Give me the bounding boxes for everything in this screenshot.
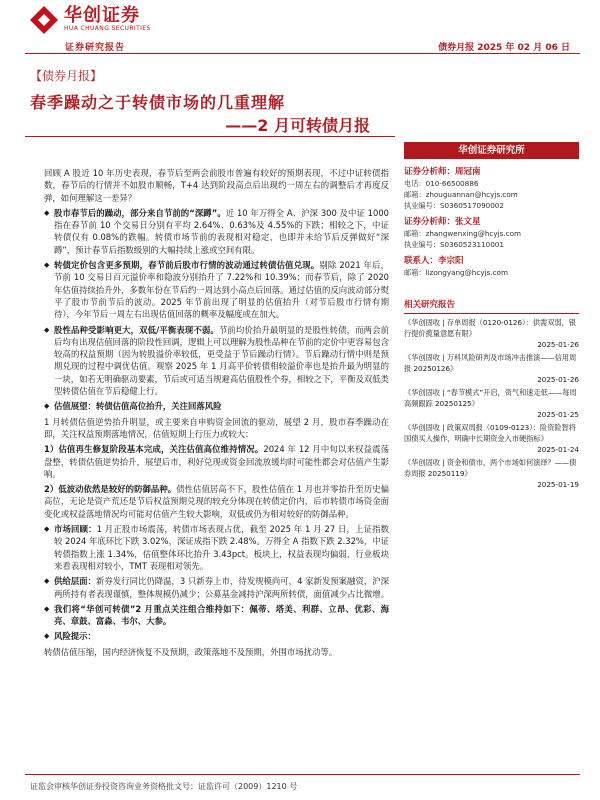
numbered-text: 债性估值居高不下，股性估值在 1 月也并零抬升至历史偏高位，无论是资产荒还是节后权益预期兑现的较充分体现在转债定价内，后市转债市场资金面变化或权益落地情况均可能对估值产生较大影响，双低或仍为相对较好的防御品种。 bbox=[44, 484, 390, 519]
analyst-name: 周冠南 bbox=[455, 167, 481, 177]
numbered-text: 2024 年 12 月中旬以来权益震荡盘整，转债估值逆势抬升，展望后市，利好兑现或资金回流放缓均时可能性都会对估值产生影响。 bbox=[44, 444, 389, 479]
related-report-link[interactable]: 《华创固收 | 万科风险研判及市场冲击推演——信用周报 20250126》 bbox=[404, 353, 577, 373]
bullet-heading: 供给层面： bbox=[54, 576, 96, 587]
analyst-email: 邮箱：zhangwenxing@hcyjs.com bbox=[404, 229, 521, 238]
analyst-email: 邮箱：zhouguannan@hcyjs.com bbox=[404, 190, 518, 199]
bullet-paragraph bbox=[44, 603, 389, 628]
bullet-paragraph bbox=[44, 324, 389, 398]
related-report-link[interactable]: 《华创固收 | 资金和债市，两个市场如何演绎？——债券周报 20250119》 bbox=[404, 458, 577, 478]
report-title: 春季躁动之于转债市场的几重理解 bbox=[30, 93, 286, 112]
title-divider bbox=[25, 136, 395, 137]
bullet-heading: 转债定价包含更多预期，春节前后股市行情的波动通过转债估值兑现。 bbox=[54, 260, 320, 271]
bullet-heading: 估值展望：转债估值高位抬升，关注回落风险 bbox=[54, 401, 222, 412]
bullet-paragraph bbox=[44, 575, 389, 600]
numbered-paragraph bbox=[44, 443, 389, 480]
numbered-heading: 2）低波动依然是较好的防御品种。 bbox=[44, 484, 177, 495]
analyst-cert: 执业编号：S0360523110001 bbox=[404, 240, 504, 249]
sidebar bbox=[404, 142, 579, 492]
report-type: 证券研究报告 bbox=[65, 43, 126, 53]
logo-diamond-icon bbox=[30, 6, 58, 34]
report-summary bbox=[44, 167, 389, 661]
valuation-paragraph: 1 月转债估值逆势抬升明显，或主要来自申购资金回流的驱动，展望 2 月，股市春季躁动在即，关注权益预期落地情况，估值短期上行压力或较大： bbox=[44, 416, 389, 439]
bullet-paragraph bbox=[44, 207, 389, 256]
bullet-text: 近 10 年万得全 A、沪深 300 及中证 1000 指在春节前 10 个交易日分别有平均 2.64%、0.63%及 4.55%的下跌；相较之下，中证转债仅有 0.08%的跌幅。转债市场节前的表现相对稳定，也即并未给节后反弹做好“深蹲”，预计春节后指数级别的大幅持续上涨或空间有限。 bbox=[54, 207, 389, 255]
related-report-date: 2025-01-24 bbox=[537, 445, 579, 454]
institute-banner: 华创证券研究所 bbox=[404, 142, 579, 159]
risk-heading: 风险提示： bbox=[54, 631, 96, 642]
bullet-paragraph bbox=[44, 400, 389, 412]
bullet-text: 新券发行同比仍降温，3 只新券上市，待发规模尚可，4 家新发预案融资，沪深两所持有者表现谨慎，整体规模仍减少；公募基金减持沪深两所转债，面值减少占比微增。 bbox=[54, 576, 390, 599]
company-logo bbox=[30, 6, 151, 34]
related-report-date: 2025-01-19 bbox=[537, 480, 579, 489]
bullet-heading: 市场回顾： bbox=[54, 524, 97, 535]
analyst-cert: 执业编号：S0360517090002 bbox=[404, 201, 504, 210]
bullet-paragraph bbox=[44, 630, 389, 642]
analyst-role: 证券分析师： bbox=[404, 217, 456, 227]
footer-disclaimer: 证监会审核华创证券投资咨询业务资格批文号：证监许可（2009）1210 号 bbox=[30, 782, 298, 791]
contact-heading bbox=[404, 256, 579, 267]
related-reports-heading: 相关研究报告 bbox=[404, 300, 456, 310]
logo-chinese-name: 华创证券 bbox=[64, 5, 140, 26]
related-report-date: 2025-01-26 bbox=[537, 340, 579, 349]
analyst-phone: 电话：010-66500886 bbox=[404, 179, 479, 188]
report-date: 债券月报 2025 年 02 月 06 日 bbox=[438, 43, 570, 53]
report-subtitle: ——2 月可转债月报 bbox=[225, 116, 370, 135]
bullet-heading: 股市春节后的躁动，部分来自节前的“深蹲”。 bbox=[54, 207, 226, 218]
contact-role: 联系人： bbox=[404, 256, 439, 266]
bullet-paragraph bbox=[44, 259, 389, 320]
bullet-heading: 我们将“华创可转债”2 月重点关注组合维持如下：佩蒂、塔美、利群、立昂、优彩、海亮、章鼓、富淼、韦尔、大参。 bbox=[54, 603, 389, 627]
numbered-heading: 1）估值再生修复阶段基本完成，关注估值高位维持情况。 bbox=[44, 444, 264, 455]
related-report-date: 2025-01-26 bbox=[537, 375, 579, 384]
bullet-text: 节前均价抬升最明显的是股性转债，而两会前后均有出现估值回落的阶段性回调，逻辑上可以理解为股性品种在节前的定价中更容易包含较高的权益预期（因为转股溢价率较低，更受益于节后躁动行情）。节后躁动行情中则是预期兑现的过程中调优估值。观察 2025 年 1 月高平价转债相较溢价率也是抬升最为明显的一块，如若无明确驱动要素，节后或可适当规避高估值股性个券，相较之下，平衡及双低类型转债估值在节后稳健上行。 bbox=[54, 324, 390, 397]
contact-name: 李宗阳 bbox=[438, 256, 464, 266]
analyst-heading bbox=[404, 217, 579, 228]
footer-divider bbox=[25, 774, 580, 775]
analyst-heading bbox=[404, 167, 579, 178]
bullet-text: 1 月正股市场震荡，转债市场表现占优，截至 2025 年 1 月 27 日，上证指数较 2024 年底环比下跌 3.02%，深证成指下跌 2.48%。万得全 A 指数下跌 2.32%，中证转债指数上涨 1.34%，估值整体环比抬升 3.43pct。板块上，权益表现均偏弱，行业板块来看表现相对较小，TMT 表现相对领先。 bbox=[54, 524, 390, 571]
bullet-paragraph bbox=[44, 523, 389, 572]
risk-paragraph: 转债估值压缩，国内经济恢复不及预期，政策落地不及预期，外围市场扰动等。 bbox=[44, 646, 338, 657]
report-category-tag: 【债券月报】 bbox=[30, 69, 103, 83]
related-report-date: 2025-01-25 bbox=[537, 410, 579, 419]
header-divider bbox=[25, 53, 580, 54]
analyst-name: 张文星 bbox=[455, 217, 481, 227]
related-report-link[interactable]: 《华创固收 | 政策双周报（0109-0123）：险资险智将国债买入操作，明确中长期资金入市硬指标》 bbox=[404, 423, 576, 443]
numbered-paragraph bbox=[44, 483, 389, 520]
bullet-heading: 股性品种受影响更大，双低/平衡表现不弱。 bbox=[54, 324, 219, 335]
analyst-role: 证券分析师： bbox=[404, 167, 456, 177]
related-reports-list bbox=[404, 317, 579, 490]
related-report-link[interactable]: 《华创固收 | 存单周报（0120-0126）：供需双弱，银行提价揽量意愿有限》 bbox=[404, 318, 576, 338]
logo-english-name: HUA CHUANG SECURITIES bbox=[64, 25, 151, 32]
related-divider bbox=[404, 313, 579, 314]
bullet-text: 剔除 2021 年后，节前 10 交易日百元溢价率和隐波分别抬升了 7.22%和 10.39%；而春节后，除了 2020 年估值持续抬升外，多数年份在节后约一周达到小高点后回落。通过估值的反向波动部分熨平了股市节前节后的波动。2025 年节前出现了明显的估值抬升（对节后股市行情有期待），今年节后一周左右出现估值回落的概率及幅度或在加大。 bbox=[54, 260, 390, 320]
intro-paragraph: 回顾 A 股近 10 年历史表现，春节后至两会前股市普遍有较好的预期表现，不过中证转债指数，春节后的行情并不如股市顺畅，T+4 达到阶段高点后出现约一周左右的调整后才再度反弹，如何理解这一差异？ bbox=[44, 168, 389, 203]
related-report-link[interactable]: 《华创固收 | “春节模式”开启，资气和速走低——每周高频跟踪 20250125》 bbox=[404, 388, 577, 408]
contact-email: 邮箱：lizongyang@hcyjs.com bbox=[404, 268, 508, 277]
report-header bbox=[0, 0, 600, 60]
